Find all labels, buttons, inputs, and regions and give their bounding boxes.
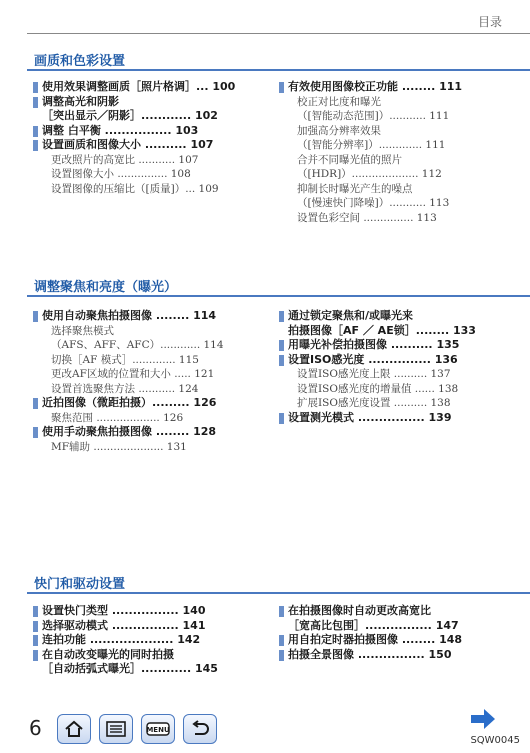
toc-entry[interactable] [33,604,253,619]
toc-entry-text: 扩展ISO感光度设置 .......... 138 [297,397,451,409]
home-icon [64,720,84,738]
toc-entry-text: （[智能分辨率]）............. 111 [297,139,446,151]
toc-entry-text: 使用手动聚焦拍摄图像 ........ 128 [42,425,217,438]
toc-subentry[interactable] [279,182,499,197]
toc-entry-text: 更改AF区域的位置和大小 ..... 121 [51,368,215,380]
toc-entry[interactable] [33,138,253,153]
toc-entry-text: 使用效果调整画质［照片格调］... 100 [42,80,236,93]
toc-entry[interactable] [279,411,499,426]
toc-subentry[interactable] [33,182,253,197]
toc-subentry[interactable] [279,167,499,182]
header-title: 目录 [477,15,502,29]
toc-entry-text: 选择聚焦模式 [51,324,114,337]
toc-subentry[interactable] [279,153,499,168]
bullet-marker [279,606,284,617]
toc-subentry[interactable] [33,353,253,368]
menu-button[interactable] [141,714,175,744]
section-title-focus-exposure: 调整聚焦和亮度（曝光） [34,280,178,295]
toc-entry[interactable] [279,648,499,663]
toc-entry[interactable] [279,338,499,353]
svg-text:MENU: MENU [146,726,170,734]
toc-subentry[interactable] [33,440,253,455]
bullet-marker [33,398,38,409]
toc-entry-text: （[HDR]）.................... 112 [297,168,442,180]
toc-entry[interactable] [279,619,499,634]
toc-entry-text: 拍摄全景图像 ................ 150 [288,647,452,661]
toc-entry-text: 近拍图像（微距拍摄）......... 126 [42,396,217,409]
toc-subentry[interactable] [33,338,253,353]
back-arrow-icon [190,720,210,738]
toc-entry[interactable] [33,662,253,677]
model-code: SQW0045 [470,735,520,746]
toc-entry[interactable] [33,396,253,411]
toc-entry-text: 有效使用图像校正功能 ........ 111 [288,80,463,93]
toc-entry-text: ［宽高比包围］................ 147 [288,618,459,632]
toc-entry-text: 抑制长时曝光产生的噪点 [297,182,413,195]
toc-subentry[interactable] [33,411,253,426]
bullet-marker [33,82,38,93]
toc-column-right [279,309,499,425]
bullet-marker [33,97,38,108]
toc-entry[interactable] [33,633,253,648]
toc-entry-text: ［突出显示／阴影］............ 102 [42,109,218,122]
toc-column-left [33,604,253,677]
toc-entry-text: 通过锁定聚焦和/或曝光来 [288,309,414,322]
bullet-marker [33,635,38,646]
bullet-marker [33,621,38,632]
section-divider [27,592,530,594]
toc-entry-text: 选择驱动模式 ................ 141 [42,618,206,632]
toc-entry-text: MF辅助 ..................... 131 [51,440,187,453]
bullet-marker [279,311,284,322]
toc-subentry[interactable] [33,382,253,397]
bullet-marker [33,140,38,151]
toc-entry[interactable] [33,309,253,324]
toc-entry-text: ［自动括弧式曝光］............ 145 [42,662,218,675]
toc-entry-text: 在拍摄图像时自动更改高宽比 [288,604,431,617]
bullet-marker [279,82,284,93]
toc-entry-text: 校正对比度和曝光 [297,95,381,108]
bullet-marker [33,126,38,137]
toc-subentry[interactable] [279,109,499,124]
toc-subentry[interactable] [33,167,253,182]
toc-entry-text: 连拍功能 .................... 142 [42,633,201,646]
toc-column-right [279,604,499,662]
bullet-marker [279,635,284,646]
section-divider [27,295,530,297]
toc-entry-text: 设置图像大小 ............... 108 [51,168,191,180]
toc-subentry[interactable] [279,95,499,110]
toc-entry[interactable] [279,80,499,95]
toc-entry[interactable] [279,309,499,324]
toc-entry-text: 设置测光模式 ................ 139 [288,410,452,424]
toc-column-right [279,80,499,225]
toc-entry-text: 设置ISO感光度的增量值 ...... 138 [297,382,459,395]
toc-subentry[interactable] [279,367,499,382]
toc-entry-text: 在自动改变曝光的同时拍摄 [42,647,174,661]
section-title-shutter-drive: 快门和驱动设置 [34,577,126,592]
toc-entry-text: 使用自动聚焦拍摄图像 ........ 114 [42,309,217,322]
bullet-marker [33,427,38,438]
section-divider [27,69,530,71]
toc-entry-text: 拍摄图像［AF ／ AE锁］........ 133 [288,323,476,337]
back-button[interactable] [183,714,217,744]
toc-subentry[interactable] [279,138,499,153]
list-icon [106,721,126,737]
bullet-marker [279,340,284,351]
toc-entry-text: 切换［AF 模式］............. 115 [51,353,199,366]
toc-entry-text: 调整 白平衡 ................ 103 [42,123,199,137]
toc-subentry[interactable] [279,124,499,139]
toc-entry[interactable] [33,95,253,110]
toc-entry-text: 用自拍定时器拍摄图像 ........ 148 [288,633,463,646]
toc-entry-text: 设置图像的压缩比（[质量]）... 109 [51,182,219,195]
toc-entry-text: 聚焦范围 ................... 126 [51,411,184,424]
toc-entry-text: 设置ISO感光度 ............... 136 [288,352,458,366]
toc-entry-text: （[慢速快门降噪]）........... 113 [297,197,450,209]
toc-entry[interactable] [279,353,499,368]
page-number: 6 [29,716,42,740]
toc-entry-text: 设置ISO感光度上限 .......... 137 [297,368,451,380]
toc-entry[interactable] [279,324,499,339]
toc-entry-text: （AFS、AFF、AFC）............ 114 [51,339,224,351]
toc-entry-text: 用曝光补偿拍摄图像 .......... 135 [288,338,460,351]
menu-icon [146,720,170,738]
toc-entry-text: 更改照片的高宽比 ........... 107 [51,153,199,166]
toc-entry-text: 设置首选聚焦方法 ........... 124 [51,382,199,395]
bullet-marker [279,355,284,366]
toc-entry-text: 设置画质和图像大小 .......... 107 [42,138,214,151]
toc-entry[interactable] [279,633,499,648]
toc-subentry[interactable] [279,382,499,397]
toc-entry[interactable] [279,604,499,619]
toc-entry-text: 设置色彩空间 ............... 113 [297,211,437,224]
bullet-marker [279,650,284,661]
toc-entry[interactable] [33,124,253,139]
bullet-marker [33,311,38,322]
bullet-marker [279,413,284,424]
home-button[interactable] [57,714,91,744]
toc-entry[interactable] [33,619,253,634]
toc-button[interactable] [99,714,133,744]
header-divider [27,33,530,34]
toc-entry[interactable] [33,648,253,663]
toc-column-left [33,309,253,454]
toc-subentry[interactable] [279,211,499,226]
bullet-marker [33,606,38,617]
toc-subentry[interactable] [33,324,253,339]
toc-subentry[interactable] [33,367,253,382]
toc-entry-text: 设置快门类型 ................ 140 [42,604,206,617]
bullet-marker [33,650,38,661]
toc-entry-text: 调整高光和阴影 [42,94,119,108]
section-title-image-quality: 画质和色彩设置 [34,54,126,69]
next-page-arrow-icon[interactable] [470,708,496,730]
toc-entry-text: （[智能动态范围]）........... 111 [297,110,450,122]
toc-entry[interactable] [33,425,253,440]
toc-subentry[interactable] [33,153,253,168]
toc-column-left [33,80,253,196]
toc-subentry[interactable] [279,396,499,411]
toc-entry-text: 加强高分辨率效果 [297,124,381,137]
toc-entry[interactable] [33,109,253,124]
toc-entry-text: 合并不同曝光值的照片 [297,153,402,166]
toc-entry[interactable] [33,80,253,95]
toc-subentry[interactable] [279,196,499,211]
